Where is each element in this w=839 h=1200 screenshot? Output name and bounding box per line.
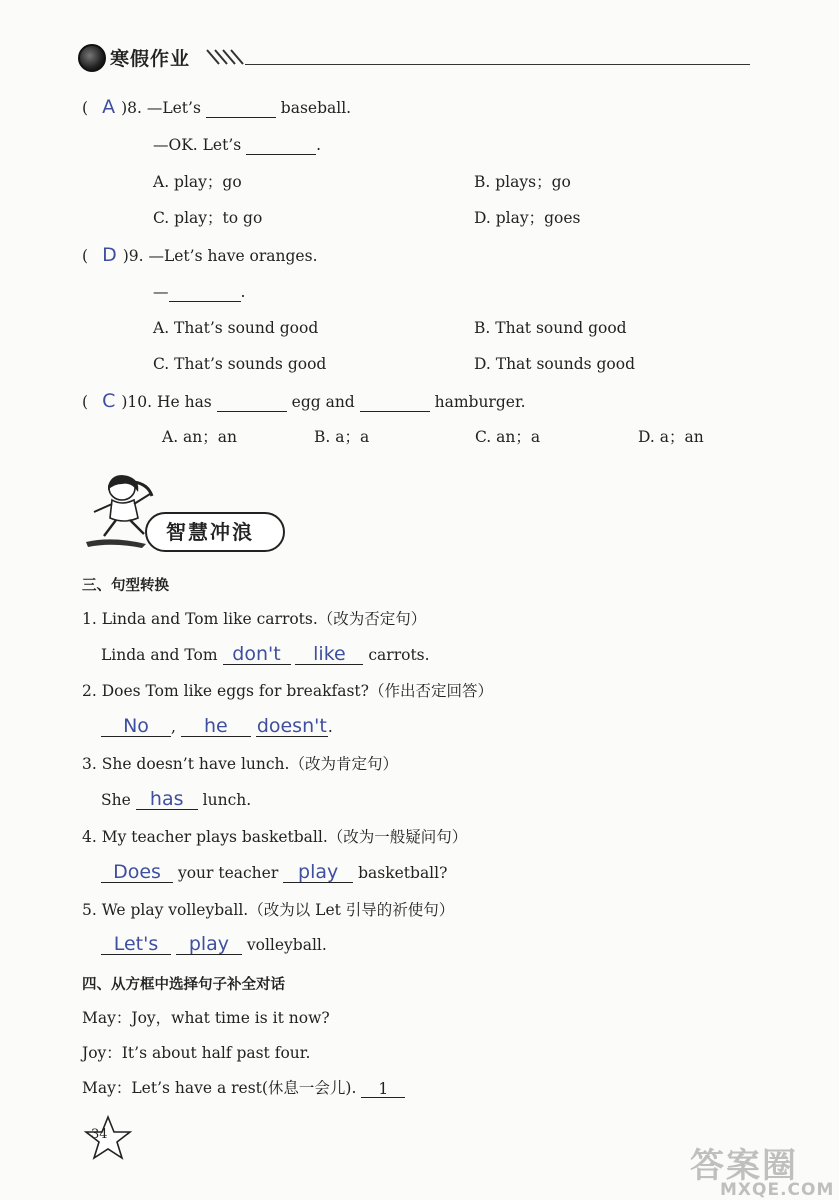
rewrite-q5-answer-line: Let's play volleyball. [101, 935, 327, 955]
blank: play [176, 936, 242, 955]
option-10a: A. an；an [162, 428, 237, 446]
section-4-title: 四、从方框中选择句子补全对话 [82, 977, 285, 993]
blank [206, 99, 276, 118]
blank [217, 393, 287, 412]
rewrite-q1-prompt: 1. Linda and Tom like carrots.（改为否定句） [82, 610, 427, 628]
option-8a: A. play；go [153, 173, 242, 191]
blank: Does [101, 864, 173, 883]
section-banner-label: 智慧冲浪 [166, 520, 254, 544]
header-rule [245, 64, 750, 65]
blank: No [101, 718, 171, 737]
blank: like [295, 646, 363, 665]
rewrite-q3-prompt: 3. She doesn’t have lunch.（改为肯定句） [82, 755, 398, 773]
watermark-logo: 答案圈 MXQE.COM [690, 1146, 835, 1200]
question-9-line2: — . [153, 283, 246, 301]
option-9b: B. That sound good [474, 319, 627, 337]
rewrite-q1-answer-line: Linda and Tom don't like carrots. [101, 643, 430, 665]
blank: doesn't [256, 715, 327, 737]
dialogue-line-1: May：Joy，what time is it now? [82, 1009, 330, 1027]
question-8-line2: —OK. Let’s . [153, 136, 322, 154]
blank: he [181, 718, 251, 737]
option-9d: D. That sounds good [474, 355, 636, 373]
blank [360, 393, 430, 412]
rewrite-q2-prompt: 2. Does Tom like eggs for breakfast?（作出否定回答） [82, 682, 493, 700]
blank: Let's [101, 936, 171, 955]
rewrite-q3-answer-line: She has lunch. [101, 788, 252, 810]
question-10-stem: ( C )10. He has egg and hamburger. [82, 390, 526, 412]
header-logo-icon [78, 44, 106, 72]
option-8c: C. play；to go [153, 209, 263, 227]
option-10d: D. a；an [638, 428, 704, 446]
dialogue-line-3: May：Let’s have a rest(休息一会儿). 1 [82, 1078, 405, 1098]
page-number: 34 [91, 1127, 108, 1142]
option-9a: A. That’s sound good [153, 319, 319, 337]
answer-9: D [102, 244, 117, 266]
answer-8: A [102, 96, 116, 118]
rewrite-q4-prompt: 4. My teacher plays basketball.（改为一般疑问句） [82, 828, 468, 846]
section-3-title: 三、句型转换 [82, 578, 169, 594]
blank [169, 283, 241, 302]
blank: don't [223, 646, 291, 665]
option-10b: B. a；a [314, 428, 370, 446]
blank: 1 [361, 1079, 405, 1098]
blank: has [136, 791, 198, 810]
blank: play [283, 864, 353, 883]
rewrite-q4-answer-line: Does your teacher play basketball? [101, 863, 447, 883]
rewrite-q2-answer-line: No , he doesn't. [101, 717, 333, 737]
question-8-stem: ( A )8. —Let’s baseball. [82, 96, 352, 118]
slash-decoration-icon [205, 48, 245, 68]
dialogue-line-2: Joy：It’s about half past four. [82, 1044, 311, 1062]
option-10c: C. an；a [475, 428, 541, 446]
header-title: 寒假作业 [110, 48, 191, 70]
question-9-stem: ( D )9. —Let’s have oranges. [82, 244, 318, 266]
rewrite-q5-prompt: 5. We play volleyball.（改为以 Let 引导的祈使句） [82, 901, 455, 919]
blank [246, 136, 316, 155]
answer-10: C [102, 390, 116, 412]
option-8b: B. plays；go [474, 173, 571, 191]
option-8d: D. play；goes [474, 209, 581, 227]
option-9c: C. That’s sounds good [153, 355, 327, 373]
